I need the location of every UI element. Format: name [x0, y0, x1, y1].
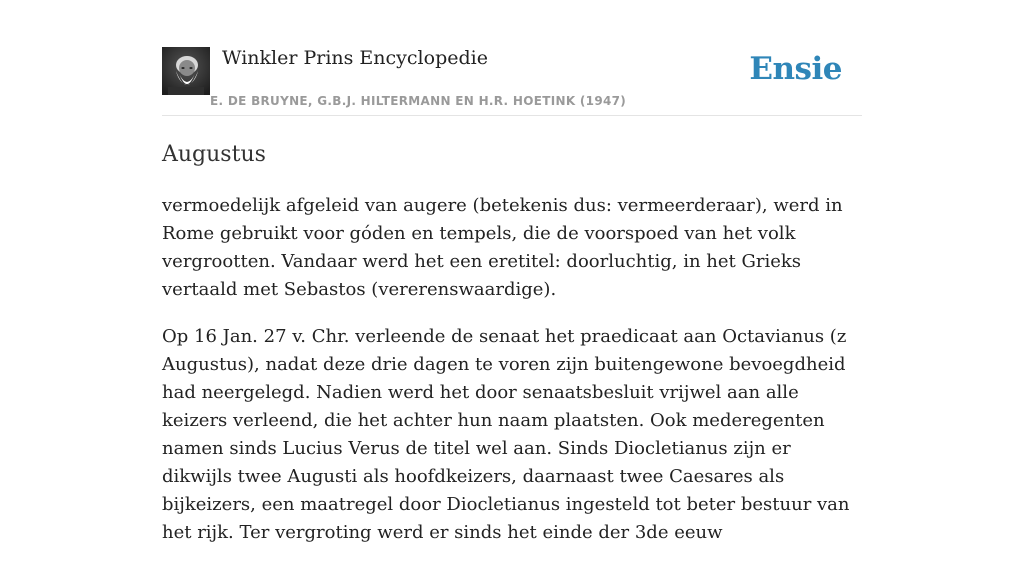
page-container: [162, 0, 862, 543]
source-title[interactable]: Winkler Prins Encyclopedie: [222, 47, 488, 69]
article-body: [162, 192, 862, 566]
portrait-image: [162, 47, 210, 95]
source-authors: E. DE BRUYNE, G.B.J. HILTERMANN EN H.R. HOETINK (1947): [210, 94, 627, 108]
author-portrait-icon[interactable]: [162, 47, 210, 95]
article-title: Augustus: [162, 142, 266, 167]
ensie-logo-link[interactable]: Ensie: [749, 51, 842, 87]
source-header: [162, 0, 862, 116]
article-paragraph: vermoedelijk afgeleid van augere (betekenis dus: vermeerderaar), werd in Rome gebruikt voor góden en tempels, die de voorspoed van het volk vergrootten. Vandaar werd het een eretitel: doorluchtig, in het Grieks vertaald met Sebastos (vererenswaardige).: [162, 195, 843, 300]
article-paragraph: Op 16 Jan. 27 v. Chr. verleende de senaat het praedicaat aan Octavianus (z Augustus), nadat deze drie dagen te voren zijn buitengewone bevoegdheid had neergelegd. Nadien werd het door senaatsbesluit vrijwel aan alle keizers verleend, die het achter hun naam plaatsten. Ook mederegenten namen sinds Lucius Verus de titel wel aan. Sinds Diocletianus zijn er dikwijls twee Augusti als hoofdkeizers, daarnaast twee Caesares als bijkeizers, een maatregel door Diocletianus ingesteld tot beter bestuur van het rijk. Ter vergroting werd er sinds het einde der 3de eeuw: [162, 326, 850, 543]
